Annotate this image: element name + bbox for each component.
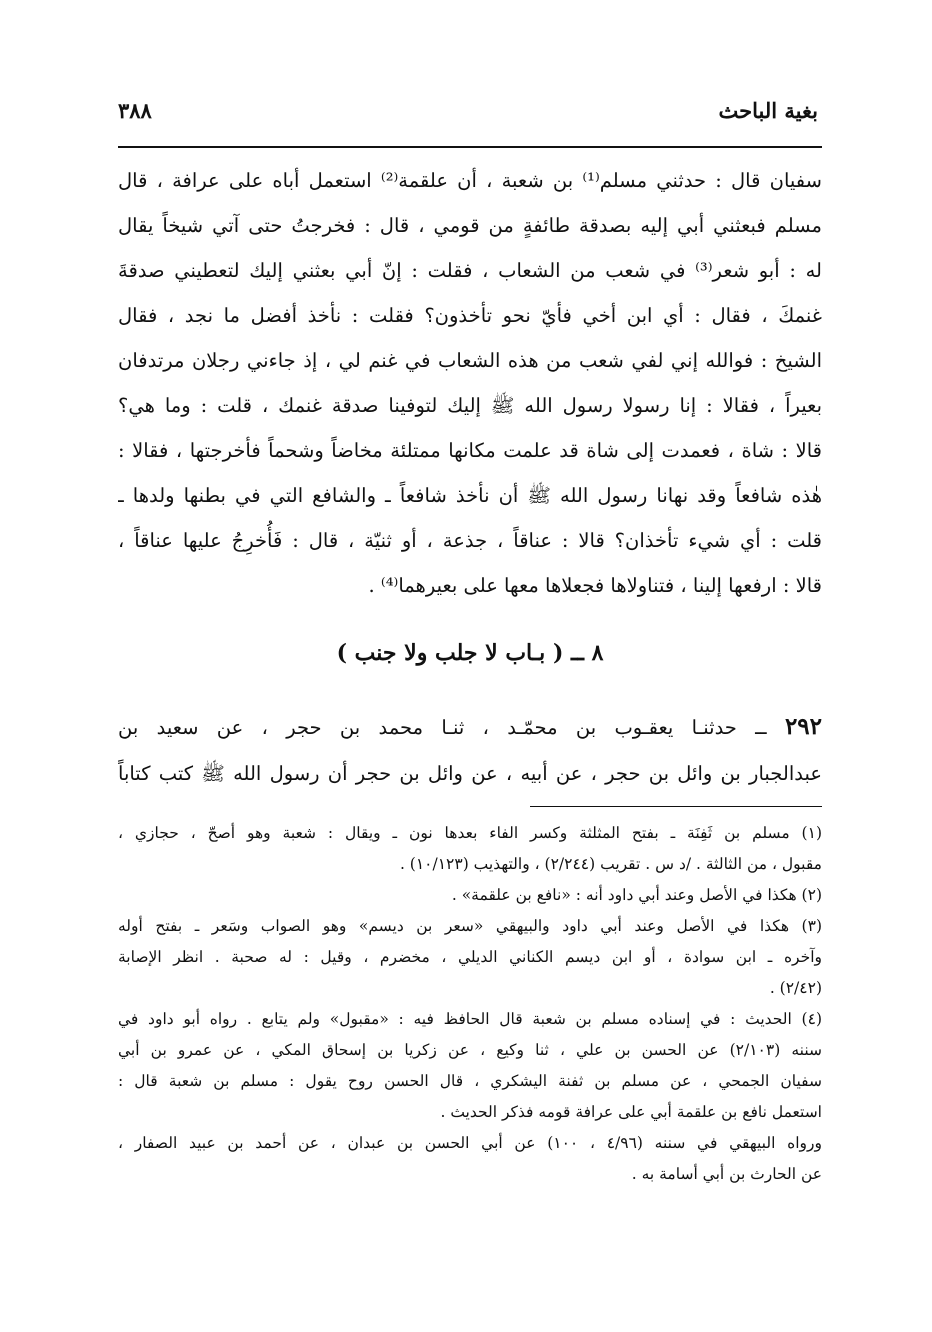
footnote-rule bbox=[530, 806, 822, 807]
footnote-line: ورواه البيهقي في سننه (٤/٩٦ ، ١٠٠) عن أبي الحسن بن عبدان ، عن أحمد بن عبيد الصفار ، bbox=[118, 1134, 822, 1152]
footnote-line: (٤) الحديث : في إسناده مسلم بن شعبة قال الحافظ فيه : «مقبول» ولم يتابع . رواه أبو داود في bbox=[118, 1010, 822, 1028]
footnote-line: عن الحارث بن أبي أسامة به . bbox=[631, 1165, 822, 1183]
text-line: قالا : ارفعها إلينا ، فتناولاها فجعلاها معها على بعيرهما⁽⁴⁾ . bbox=[368, 574, 822, 597]
text-line: بعيراً ، فقالا : إنا رسولا رسول الله ﷺ إليك لتوفينا صدقة غنمك ، قلت : وما هي؟ bbox=[118, 394, 822, 417]
footnote-line: سننه (٢/١٠٣) عن الحسن بن علي ، ثنا وكيع ، عن زكريا بن إسحاق المكي ، عن عمرو بن أبي bbox=[118, 1041, 822, 1059]
header-rule bbox=[118, 146, 822, 148]
running-header bbox=[118, 92, 818, 132]
footnote-line: (١) مسلم بن ثَفِنَة ـ بفتح المثلثة وكسر الفاء بعدها نون ـ ويقال : شعبة وهو أصحّ ، حجازي ، bbox=[118, 824, 822, 842]
footnote-line: مقبول ، من الثالثة . /د س . تقريب (٢/٢٤٤) ، والتهذيب (١٠/١٢٣) . bbox=[399, 855, 822, 873]
footnote-line: سفيان الجمحي ، عن مسلم بن ثفنة اليشكري ، قال الحسن روح يقول : مسلم بن شعبة قال : bbox=[118, 1072, 822, 1090]
footnotes bbox=[118, 818, 822, 1190]
text-line: الشيخ : فوالله إني لفي شعب من هذه الشعاب في غنم لي ، إذ جاءني رجلان مرتدفان bbox=[118, 349, 822, 372]
text-line: غنمكَ ، فقال : أي ابن أخي فأيّ نحو تأخذون؟ فقلت : نأخذ أفضل ما نجد ، فقال bbox=[118, 304, 822, 327]
footnote-line: استعمل نافع بن علقمة أبي على عرافة قومه فذكر الحديث . bbox=[440, 1103, 822, 1121]
footnote-line: (٢) هكذا في الأصل وعند أبي داود أنه : «نافع بن علقمة» . bbox=[451, 886, 822, 904]
hadith-paragraph bbox=[118, 704, 822, 797]
page-number: ٣٨٨ bbox=[118, 98, 152, 123]
footnote-line: وآخره ـ ابن سوادة ، أو ابن ديسم الكناني الديلي ، مخضرم ، وقيل : له صحبة . انظر الإصابة bbox=[118, 948, 822, 966]
text-line: له : أبو شعر⁽³⁾ في شعب من الشعاب ، فقلت : إنّ أبي بعثني إليك لتعطيني صدقةَ bbox=[118, 259, 822, 282]
main-text bbox=[118, 158, 822, 608]
hadith-number: ٢٩٢ bbox=[784, 713, 822, 740]
text-line: هٰذه شافعاً وقد نهانا رسول الله ﷺ أن نأخذ شافعاً ـ والشافع التي في بطنها ولدها ـ bbox=[118, 484, 822, 507]
chapter-heading: ٨ ــ ( بـاب لا جلب ولا جنب ) bbox=[336, 640, 604, 666]
footnote-line: (٢/٤٢) . bbox=[769, 979, 822, 997]
book-title: بغية الباحث bbox=[718, 98, 818, 123]
text-line: مسلم فبعثني أبي إليه بصدقة طائفةٍ من قومي ، قال : فخرجتُ حتى آتي شيخاً يقال bbox=[118, 214, 822, 237]
text-line: قالا : شاة ، فعمدت إلى شاة قد علمت مكانها ممتلئة مخاضاً وشحماً فأخرجتها ، فقالا : bbox=[118, 439, 822, 462]
text-line: سفيان قال : حدثني مسلم⁽¹⁾ بن شعبة ، أن علقمة⁽²⁾ استعمل أباه على عرافة ، قال bbox=[118, 169, 822, 192]
hadith-line: عبدالجبار بن وائل بن حجر ، عن أبيه ، عن وائل بن حجر أن رسول الله ﷺ كتب كتاباً bbox=[118, 762, 822, 785]
footnote-line: (٣) هكذا في الأصل وعند أبي داود والبيهقي «سعر بن ديسم» وهو الصواب وسَعر ـ بفتح أوله bbox=[118, 917, 822, 935]
text-line: قلت : أي شيء تأخذان؟ قالا : عناقاً ، جذعة ، أو ثنيّة ، قال : فَأُخرِجُ عليها عناقاً ، bbox=[118, 529, 822, 552]
hadith-line bbox=[118, 704, 822, 751]
hadith-line-text: ــ حدثنـا يعقـوب بن محمّـد ، ثنـا محمد بن حجر ، عن سعيد بن bbox=[118, 716, 785, 739]
